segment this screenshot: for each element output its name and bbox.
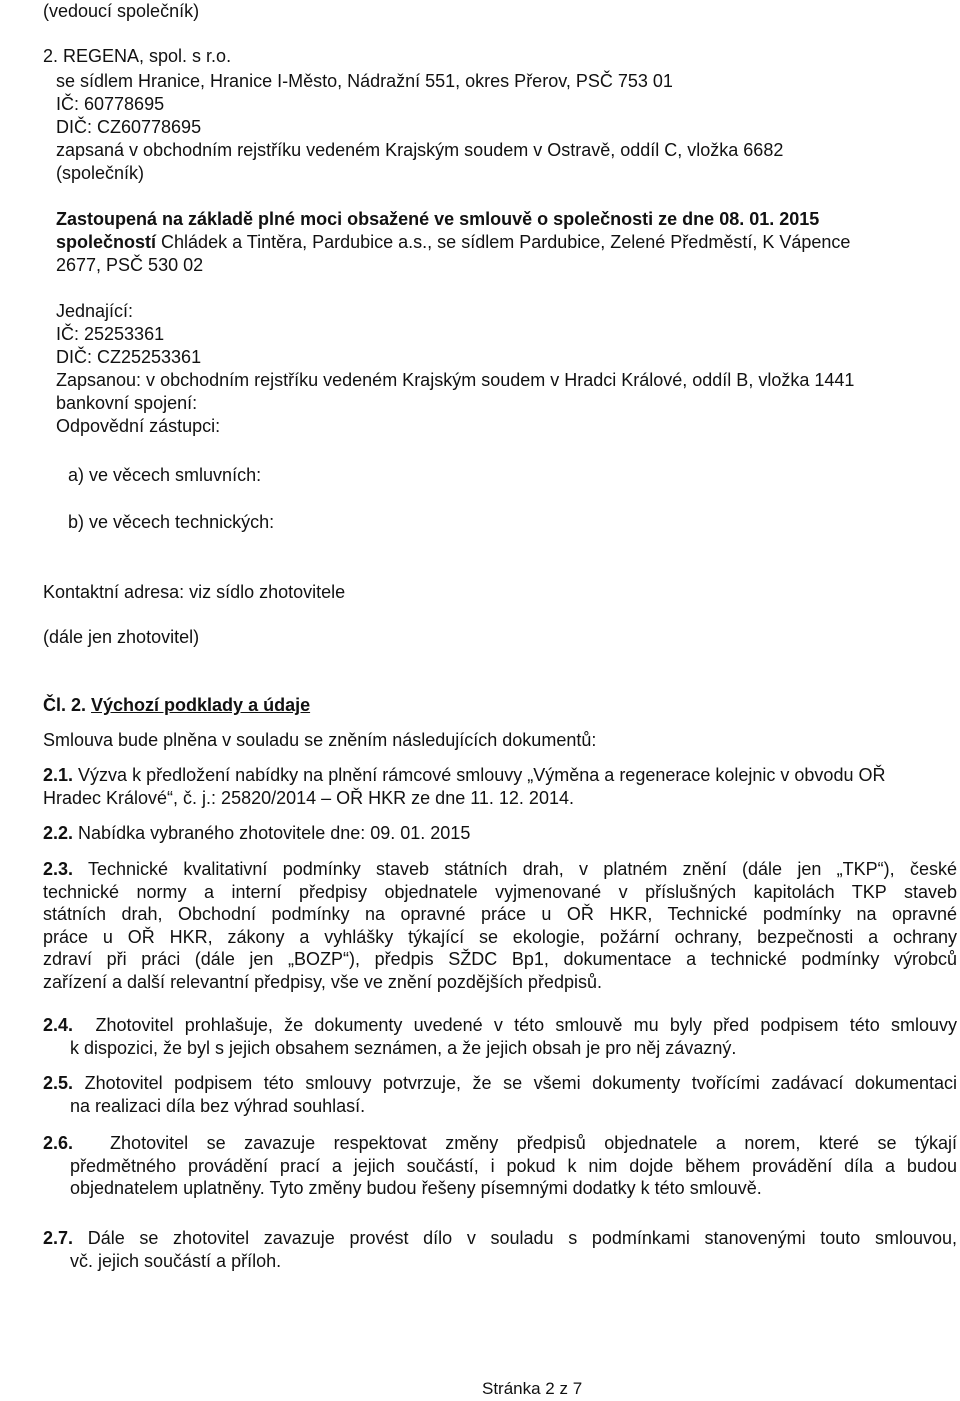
contractor-contract-matters: a) ve věcech smluvních: — [68, 465, 262, 485]
contractor-bank: bankovní spojení: — [56, 393, 198, 413]
party2-ic: IČ: 60778695 — [56, 94, 165, 114]
clause-text: práce u OŘ HKR, zákony a vyhlášky týkající se ekologie, požární ochrany, bezpečnosti a ochrany — [43, 926, 957, 947]
clause-number: 2.7. — [43, 1228, 74, 1248]
clause-number: 2.4. — [43, 1015, 74, 1035]
contractor-register: Zapsanou: v obchodním rejstříku vedeném Krajským soudem v Hradci Králové, oddíl B, vložka 1441 — [56, 370, 855, 390]
clause-number: 2.1. — [43, 765, 74, 785]
contractor-contact: Kontaktní adresa: viz sídlo zhotovitele — [43, 582, 346, 602]
clause-text: Výzva k předložení nabídky na plnění rámcové smlouvy „Výměna a regenerace kolejnic v obvodu OŘ — [78, 765, 886, 785]
clause-text: k dispozici, že byl s jejich obsahem seznámen, a že jejich obsah je pro něj závazný. — [70, 1037, 737, 1058]
contractor-dic: DIČ: CZ25253361 — [56, 347, 202, 367]
article-intro: Smlouva bude plněna v souladu se zněním následujících dokumentů: — [43, 730, 597, 750]
clause-text: Zhotovitel se zavazuje respektovat změny předpisů objednatele a norem, které se týkají — [110, 1133, 957, 1153]
clause-2-6 — [43, 1132, 957, 1200]
clause-text: vč. jejich součástí a příloh. — [70, 1250, 282, 1271]
lead-partner-role: (vedoucí společník) — [43, 1, 200, 21]
party2-dic: DIČ: CZ60778695 — [56, 117, 202, 137]
clause-text: na realizaci díla bez výhrad souhlasí. — [70, 1095, 366, 1116]
clause-2-5 — [43, 1072, 957, 1117]
clause-text: objednatelem uplatněny. Tyto změny budou řešeny písemnými dodatky k této smlouvě. — [70, 1178, 762, 1198]
clause-text: Dále se zhotovitel zavazuje provést dílo v souladu s podmínkami stanovenými touto smlouvou, — [87, 1228, 957, 1248]
page-number-footer: Stránka 2 z 7 — [482, 1379, 583, 1398]
clause-text: Zhotovitel podpisem této smlouvy potvrzuje, že se všemi dokumenty tvořícími zadávací dokumentaci — [84, 1073, 957, 1093]
contractor-acting: Jednající: — [56, 301, 134, 321]
article-title: Výchozí podklady a údaje — [91, 695, 311, 715]
article-heading — [43, 694, 310, 717]
party2-address: se sídlem Hranice, Hranice I-Město, Nádražní 551, okres Přerov, PSČ 753 01 — [56, 71, 673, 91]
representation-company: Chládek a Tintěra, Pardubice a.s., se sídlem Pardubice, Zelené Předměstí, K Vápence — [156, 232, 851, 252]
clause-text: zařízení a další relevantní předpisy, vše ve znění pozdějších předpisů. — [43, 971, 602, 992]
contractor-technical-matters: b) ve věcech technických: — [68, 512, 275, 532]
party2-name: 2. REGENA, spol. s r.o. — [43, 46, 232, 66]
contractor-ic: IČ: 25253361 — [56, 324, 165, 344]
clause-text: technické normy a interní předpisy objednatele vyjmenované v příslušných kapitolách TKP staveb — [43, 881, 957, 902]
clause-text: Hradec Králové“, č. j.: 25820/2014 – OŘ HKR ze dne 11. 12. 2014. — [43, 787, 574, 808]
representation-line3: 2677, PSČ 530 02 — [56, 255, 204, 275]
clause-number: 2.2. — [43, 823, 74, 843]
representation-line1: Zastoupená na základě plné moci obsažené ve smlouvě o společnosti ze dne 08. 01. 2015 — [56, 209, 820, 229]
party2-register: zapsaná v obchodním rejstříku vedeném Krajským soudem v Ostravě, oddíl C, vložka 6682 — [56, 140, 784, 160]
clause-text: předmětného provádění prací a jejich součástí, i pokud k nim dojde během provádění díla a budou — [70, 1155, 957, 1176]
clause-text: zdraví při práci (dále jen „BOZP“), předpis SŽDC Bp1, dokumentace a technické podmínky výrobců — [43, 949, 957, 969]
clause-2-4 — [43, 1014, 957, 1059]
clause-2-2 — [43, 822, 957, 845]
party2-role: (společník) — [56, 163, 145, 183]
contractor-alias: (dále jen zhotovitel) — [43, 627, 200, 647]
clause-2-1 — [43, 764, 957, 809]
clause-2-7 — [43, 1227, 957, 1272]
clause-text: státních drah, Obchodní podmínky na opravné práce u OŘ HKR, Technické podmínky na opravné — [43, 904, 957, 924]
clause-text: Zhotovitel prohlašuje, že dokumenty uvedené v této smlouvě mu byly před podpisem této smlouvy — [95, 1015, 957, 1035]
contractor-responsible: Odpovědní zástupci: — [56, 416, 221, 436]
clause-2-3 — [43, 858, 957, 993]
clause-text: Technické kvalitativní podmínky staveb státních drah, v platném znění (dále jen „TKP“), české — [88, 859, 957, 879]
representation-company-label: společností — [56, 232, 157, 252]
clause-number: 2.3. — [43, 859, 74, 879]
clause-text: Nabídka vybraného zhotovitele dne: 09. 01. 2015 — [78, 823, 471, 843]
article-number: Čl. 2. — [43, 695, 87, 715]
representation-line2 — [56, 231, 850, 254]
clause-number: 2.5. — [43, 1073, 74, 1093]
clause-number: 2.6. — [43, 1133, 74, 1153]
